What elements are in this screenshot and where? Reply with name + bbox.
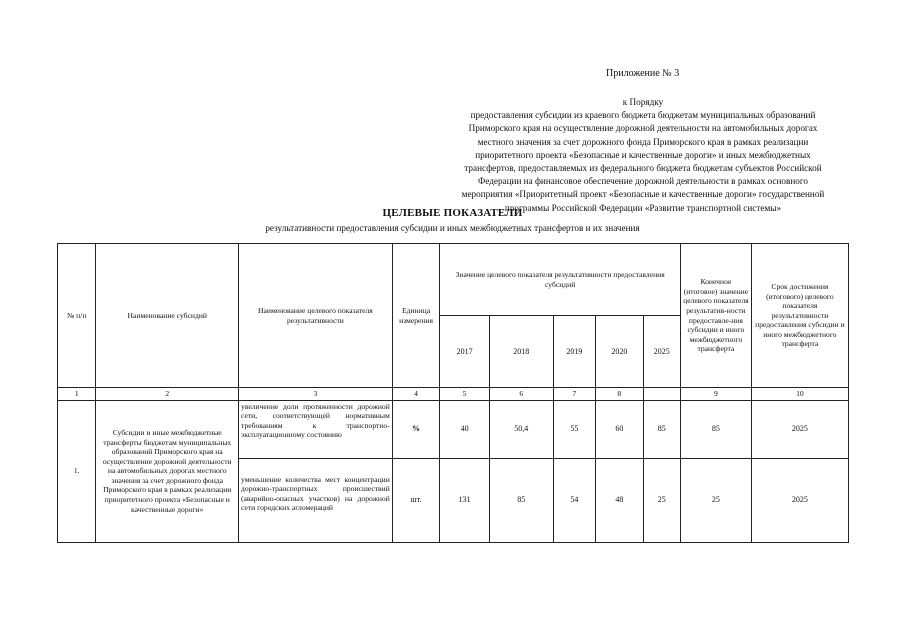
order-line: предоставления субсидии из краевого бюджета бюджетам муниципальных образований bbox=[470, 110, 816, 121]
header-unit: Единица измерения bbox=[392, 244, 440, 388]
indicator-name: уменьшение количества мест концентрации дорожно-транспортных происшествий (аварийно-опасных участков) на дорожной сети городских агломераций bbox=[239, 458, 393, 542]
order-line: программы Российской Федерации «Развитие транспортной системы» bbox=[504, 202, 782, 213]
value-cell: 48 bbox=[596, 458, 644, 542]
column-number bbox=[643, 388, 680, 401]
subsidy-name: Субсидии и иные межбюджетные трансферты бюджетам муниципальных образований Приморского края на осуществление дорожной деятельности на автомобильных дорогах местного значения за счет дорожного фонда Приморского края в рамках реализации приоритетного проекта «Безопасные и качественные дороги» bbox=[96, 400, 239, 542]
indicators-table bbox=[57, 243, 849, 543]
order-line: трансфертов, предоставляемых из федерального бюджета бюджетам субъектов Российской bbox=[464, 163, 822, 174]
column-number: 8 bbox=[596, 388, 644, 401]
order-reference bbox=[428, 96, 858, 215]
column-number: 4 bbox=[392, 388, 440, 401]
order-line: к Порядку bbox=[622, 97, 664, 107]
value-cell: 25 bbox=[643, 458, 680, 542]
value-cell: 85 bbox=[643, 400, 680, 458]
deadline-cell: 2025 bbox=[751, 400, 848, 458]
column-number: 2 bbox=[96, 388, 239, 401]
header-year: 2017 bbox=[440, 316, 490, 388]
unit-cell: % bbox=[392, 400, 440, 458]
header-value-group: Значение целевого показателя результативности предоставления субсидий bbox=[440, 244, 681, 316]
unit-cell: шт. bbox=[392, 458, 440, 542]
header-year: 2019 bbox=[553, 316, 595, 388]
column-number: 6 bbox=[489, 388, 553, 401]
header-indicator: Наименование целевого показателя результативности bbox=[239, 244, 393, 388]
header-final: Конечное (итоговое) значение целевого показателя результатив-ности предоставле-ния субсидии и иного межбюджетного трансферта bbox=[681, 244, 752, 388]
header-num: № п/п bbox=[58, 244, 96, 388]
column-number: 3 bbox=[239, 388, 393, 401]
row-number: 1. bbox=[58, 400, 96, 542]
appendix-label: Приложение № 3 bbox=[606, 68, 680, 79]
final-value-cell: 85 bbox=[681, 400, 752, 458]
order-line: мероприятия «Приоритетный проект «Безопасные и качественные дороги» государственной bbox=[461, 189, 825, 200]
column-number: 9 bbox=[681, 388, 752, 401]
column-number-row bbox=[58, 388, 849, 401]
header-year: 2018 bbox=[489, 316, 553, 388]
column-number: 7 bbox=[553, 388, 595, 401]
deadline-cell: 2025 bbox=[751, 458, 848, 542]
value-cell: 131 bbox=[440, 458, 490, 542]
value-cell: 55 bbox=[553, 400, 595, 458]
table-row bbox=[58, 400, 849, 458]
value-cell: 85 bbox=[489, 458, 553, 542]
value-cell: 54 bbox=[553, 458, 595, 542]
order-line: Федерации на финансовое обеспечение дорожной деятельности в рамках основного bbox=[478, 176, 808, 187]
value-cell: 40 bbox=[440, 400, 490, 458]
order-line: Приморского края на осуществление дорожной деятельности на автомобильных дорогах bbox=[468, 123, 818, 134]
order-line: местного значения за счет дорожного фонда Приморского края в рамках реализации bbox=[477, 136, 809, 147]
header-year: 2020 bbox=[596, 316, 644, 388]
value-cell: 60 bbox=[596, 400, 644, 458]
indicator-name: увеличение доли протяженности дорожной сети, соответствующей нормативным требованиям к транспортно-эксплуатационному состоянию bbox=[239, 400, 393, 458]
document-subtitle: результативности предоставления субсидии и иных межбюджетных трансфертов и их значения bbox=[265, 223, 640, 233]
value-cell: 50,4 bbox=[489, 400, 553, 458]
header-deadline: Срок достижения (итогового) целевого показателя результативности предоставления субсидии и иного межбюджетного трансферта bbox=[751, 244, 848, 388]
document-title: ЦЕЛЕВЫЕ ПОКАЗАТЕЛИ bbox=[382, 207, 523, 219]
final-value-cell: 25 bbox=[681, 458, 752, 542]
column-number: 1 bbox=[58, 388, 96, 401]
order-line: приоритетного проекта «Безопасные и качественные дороги» и иных межбюджетных bbox=[475, 149, 811, 160]
header-subsidy: Наименование субсидий bbox=[96, 244, 239, 388]
header-year: 2025 bbox=[643, 316, 680, 388]
column-number: 5 bbox=[440, 388, 490, 401]
column-number: 10 bbox=[751, 388, 848, 401]
